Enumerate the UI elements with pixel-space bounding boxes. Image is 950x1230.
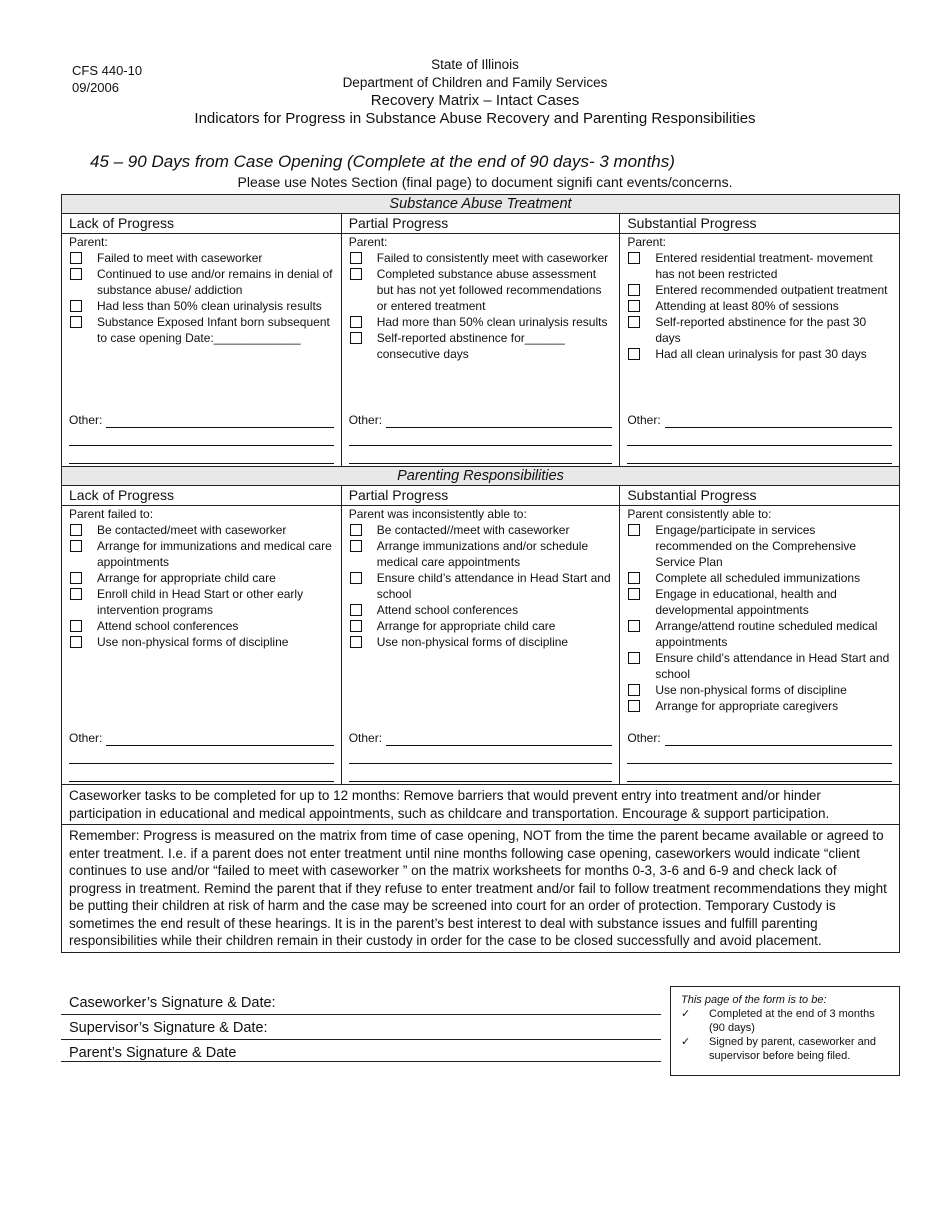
other-line[interactable] [106,734,333,746]
form-date: 09/2006 [72,80,119,95]
checkbox[interactable] [350,540,362,552]
checklist-item [627,314,892,346]
checklist-item [69,634,334,650]
department-name: Department of Children and Family Services [342,75,608,90]
column-heading-lack: Lack of Progress [62,214,342,234]
document-subtitle: Indicators for Progress in Substance Abuse Recovery and Parenting Responsibilities [194,110,756,127]
checklist-item-label: Use non-physical forms of discipline [655,683,847,697]
checklist-item-label: Arrange for appropriate child care [97,571,276,585]
checklist-item-label: Continued to use and/or remains in denial of substance abuse/ addiction [97,267,333,297]
other-label: Other: [348,731,383,745]
checklist-item [627,522,892,570]
checkbox[interactable] [70,268,82,280]
checkbox[interactable] [70,588,82,600]
caseworker-signature-line[interactable]: Caseworker’s Signature & Date: [61,990,661,1015]
checklist-item [349,250,613,266]
supervisor-signature-line[interactable]: Supervisor’s Signature & Date: [61,1015,661,1040]
column-heading-substantial: Substantial Progress [620,486,900,506]
checkbox[interactable] [70,572,82,584]
checklist-item [627,570,892,586]
checklist-item [627,618,892,650]
checkbox[interactable] [70,540,82,552]
other-line[interactable] [627,428,892,446]
checklist-item-label: Be contacted/meet with caseworker [97,523,287,537]
cell-lead: Parent failed to: [69,507,154,521]
checklist-item [69,618,334,634]
checkbox[interactable] [628,348,640,360]
column-heading-substantial: Substantial Progress [620,214,900,234]
checklist-item-label: Entered residential treatment- movement has not been restricted [655,251,873,281]
form-code: CFS 440-10 [72,63,143,78]
checklist-item-label: Arrange for immunizations and medical care appointments [97,539,332,569]
other-field[interactable] [69,730,334,782]
checkbox[interactable] [628,620,640,632]
checklist-item-label: Be contacted//meet with caseworker [376,523,570,537]
checklist-item-label: Enroll child in Head Start or other early intervention programs [97,587,304,617]
checklist-item [69,522,334,538]
checklist-item [627,586,892,618]
lack-progress-cell [62,506,342,785]
cell-lead: Parent consistently able to: [627,507,772,521]
checkbox[interactable] [628,300,640,312]
other-label: Other: [627,731,661,745]
recovery-matrix-table [61,194,900,953]
column-heading-partial: Partial Progress [341,486,620,506]
other-field[interactable] [627,730,892,782]
checkbox[interactable] [628,284,640,296]
checkbox[interactable] [350,572,362,584]
other-line[interactable] [386,734,612,746]
cell-lead: Parent was inconsistently able to: [348,507,527,521]
checklist-item-label: Engage in educational, health and developmental appointments [655,587,837,617]
checklist-item [349,522,613,538]
other-field[interactable] [349,730,613,782]
other-line[interactable] [106,416,333,428]
parent-signature-line[interactable]: Parent’s Signature & Date [61,1040,661,1062]
substantial-progress-cell [620,234,900,467]
checklist-item [69,298,334,314]
other-label: Other: [69,413,103,427]
document-header [0,56,950,128]
checklist-item [69,314,334,346]
checkbox[interactable] [350,620,362,632]
checklist-item-label: Attending at least 80% of sessions [655,299,839,313]
checklist-item [349,330,613,362]
checkbox[interactable] [70,300,82,312]
other-label: Other: [627,413,661,427]
checklist-item-label: Failed to meet with caseworker [97,251,263,265]
checklist-item [627,298,892,314]
other-line[interactable] [69,428,334,446]
checkbox[interactable] [628,652,640,664]
checkbox[interactable] [70,252,82,264]
checklist-item [627,650,892,682]
checklist-item-label: Failed to consistently meet with caseworker [376,251,609,265]
checkbox[interactable] [628,316,640,328]
checklist-item-label: Self-reported abstinence for______ consecutive days [376,331,565,361]
checklist-item [627,682,892,698]
checklist-item-label: Arrange/attend routine scheduled medical appointments [655,619,878,649]
checklist-item [349,602,613,618]
checkbox[interactable] [70,316,82,328]
checkbox[interactable] [350,604,362,616]
other-line[interactable] [627,764,892,782]
checklist-item [627,346,892,362]
checkbox[interactable] [628,700,640,712]
checklist-item [349,570,613,602]
checkmark-icon: ✓ [681,1036,691,1048]
checkbox[interactable] [70,636,82,648]
checklist-item [627,282,892,298]
checklist-item [349,314,613,330]
lack-progress-cell [62,234,342,467]
section-header: Parenting Responsibilities [62,467,900,486]
column-heading-partial: Partial Progress [341,214,620,234]
cell-lead: Parent: [348,235,388,249]
checklist-item [627,698,892,714]
cell-lead: Parent: [627,235,667,249]
checklist-item-label: Self-reported abstinence for the past 30 days [655,315,867,345]
checklist-item-label: Had more than 50% clean urinalysis results [376,315,608,329]
instruction-item: Completed at the end of 3 months (90 days) [709,1008,875,1034]
checklist-item [69,570,334,586]
state-name: State of Illinois [431,57,519,72]
other-line[interactable] [349,428,613,446]
checklist-item-label: Use non-physical forms of discipline [97,635,289,649]
other-line[interactable] [349,764,613,782]
checkbox[interactable] [350,268,362,280]
checklist-item-label: Arrange immunizations and/or schedule medical care appointments [376,539,589,569]
instruction-item: Signed by parent, caseworker and supervisor before being filed. [709,1036,876,1062]
checkbox[interactable] [350,524,362,536]
checklist-item [69,586,334,618]
other-line[interactable] [349,746,613,764]
caseworker-tasks: Caseworker tasks to be completed for up to 12 months: Remove barriers that would prevent entry into treatment and/or hinder participation in educational and medical appointments, such as childcare and transportation. Encourage & support participation. [62,785,900,825]
column-heading-lack: Lack of Progress [62,486,342,506]
document-title: Recovery Matrix – Intact Cases [370,92,580,109]
checklist-item-label: Attend school conferences [97,619,239,633]
checklist-item-label: Arrange for appropriate child care [376,619,556,633]
checklist-item-label: Use non-physical forms of discipline [376,635,569,649]
checklist-item-label: Had all clean urinalysis for past 30 days [655,347,867,361]
other-field[interactable] [69,412,334,464]
checklist-item-label: Complete all scheduled immunizations [655,571,861,585]
other-field[interactable] [627,412,892,464]
other-line[interactable] [69,764,334,782]
other-field[interactable] [349,412,613,464]
checkbox[interactable] [350,316,362,328]
other-line[interactable] [665,734,892,746]
checkbox[interactable] [628,252,640,264]
checkbox[interactable] [70,620,82,632]
section-header: Substance Abuse Treatment [62,195,900,214]
other-line[interactable] [349,446,613,464]
substantial-progress-cell [620,506,900,785]
checkbox[interactable] [350,332,362,344]
other-line[interactable] [627,446,892,464]
checklist-item [349,266,613,314]
checklist-item-label: Ensure child’s attendance in Head Start and school [376,571,611,601]
instructions-heading: This page of the form is to be: [681,994,827,1006]
checkbox[interactable] [628,588,640,600]
checklist-item [627,250,892,282]
checklist-item-label: Attend school conferences [376,603,519,617]
checklist-item [69,538,334,570]
checklist-item-label: Completed substance abuse assessment but has not yet followed recommendations or entered treatment [376,267,602,313]
checklist-item [349,538,613,570]
other-label: Other: [348,413,383,427]
checkbox[interactable] [628,572,640,584]
other-label: Other: [69,731,103,745]
checklist-item [69,266,334,298]
cell-lead: Parent: [69,235,108,249]
partial-progress-cell [341,234,620,467]
checkbox[interactable] [70,524,82,536]
other-line[interactable] [627,746,892,764]
checklist-item [349,618,613,634]
other-line[interactable] [69,446,334,464]
other-line[interactable] [69,746,334,764]
checklist-item-label: Entered recommended outpatient treatment [655,283,888,297]
checklist-item [349,634,613,650]
instructions-box [670,986,900,1076]
checkbox[interactable] [628,684,640,696]
notes-instruction: Please use Notes Section (final page) to document signifi cant events/concerns. [237,174,733,190]
checklist-item [69,250,334,266]
checklist-item-label: Substance Exposed Infant born subsequent to case opening Date:_____________ [97,315,330,345]
other-line[interactable] [665,416,892,428]
checklist-item-label: Arrange for appropriate caregivers [655,699,839,713]
checklist-item-label: Engage/participate in services recommended on the Comprehensive Service Plan [655,523,857,569]
period-heading: 45 – 90 Days from Case Opening (Complete at the end of 90 days- 3 months) [90,152,675,171]
checkbox[interactable] [350,636,362,648]
remember-note: Remember: Progress is measured on the matrix from time of case opening, NOT from the time the parent became available or agreed to enter treatment. I.e. if a parent does not enter treatment until nine months following case opening, caseworkers would indicate “client continues to use and/or “failed to meet with caseworker ” on the matrix worksheets for months 0-3, 3-6 and 6-9 and check lack of progress in treatment. Remind the parent that if they refuse to enter treatment and/or fail to follow treatment recommendations they might be putting their children at risk of harm and the case may be screened into court for an order of protection. Temporary Custody is sometimes the end result of these hearings. It is in the parent’s best interest to deal with substance issues and fulfill parenting responsibilities while their children remain in their custody in order for the case to be closed successfully and avoid placement. [62,825,900,953]
checklist-item-label: Had less than 50% clean urinalysis results [97,299,322,313]
checkmark-icon: ✓ [681,1008,691,1020]
checkbox[interactable] [628,524,640,536]
partial-progress-cell [341,506,620,785]
other-line[interactable] [386,416,612,428]
checklist-item-label: Ensure child’s attendance in Head Start and school [655,651,890,681]
checkbox[interactable] [350,252,362,264]
